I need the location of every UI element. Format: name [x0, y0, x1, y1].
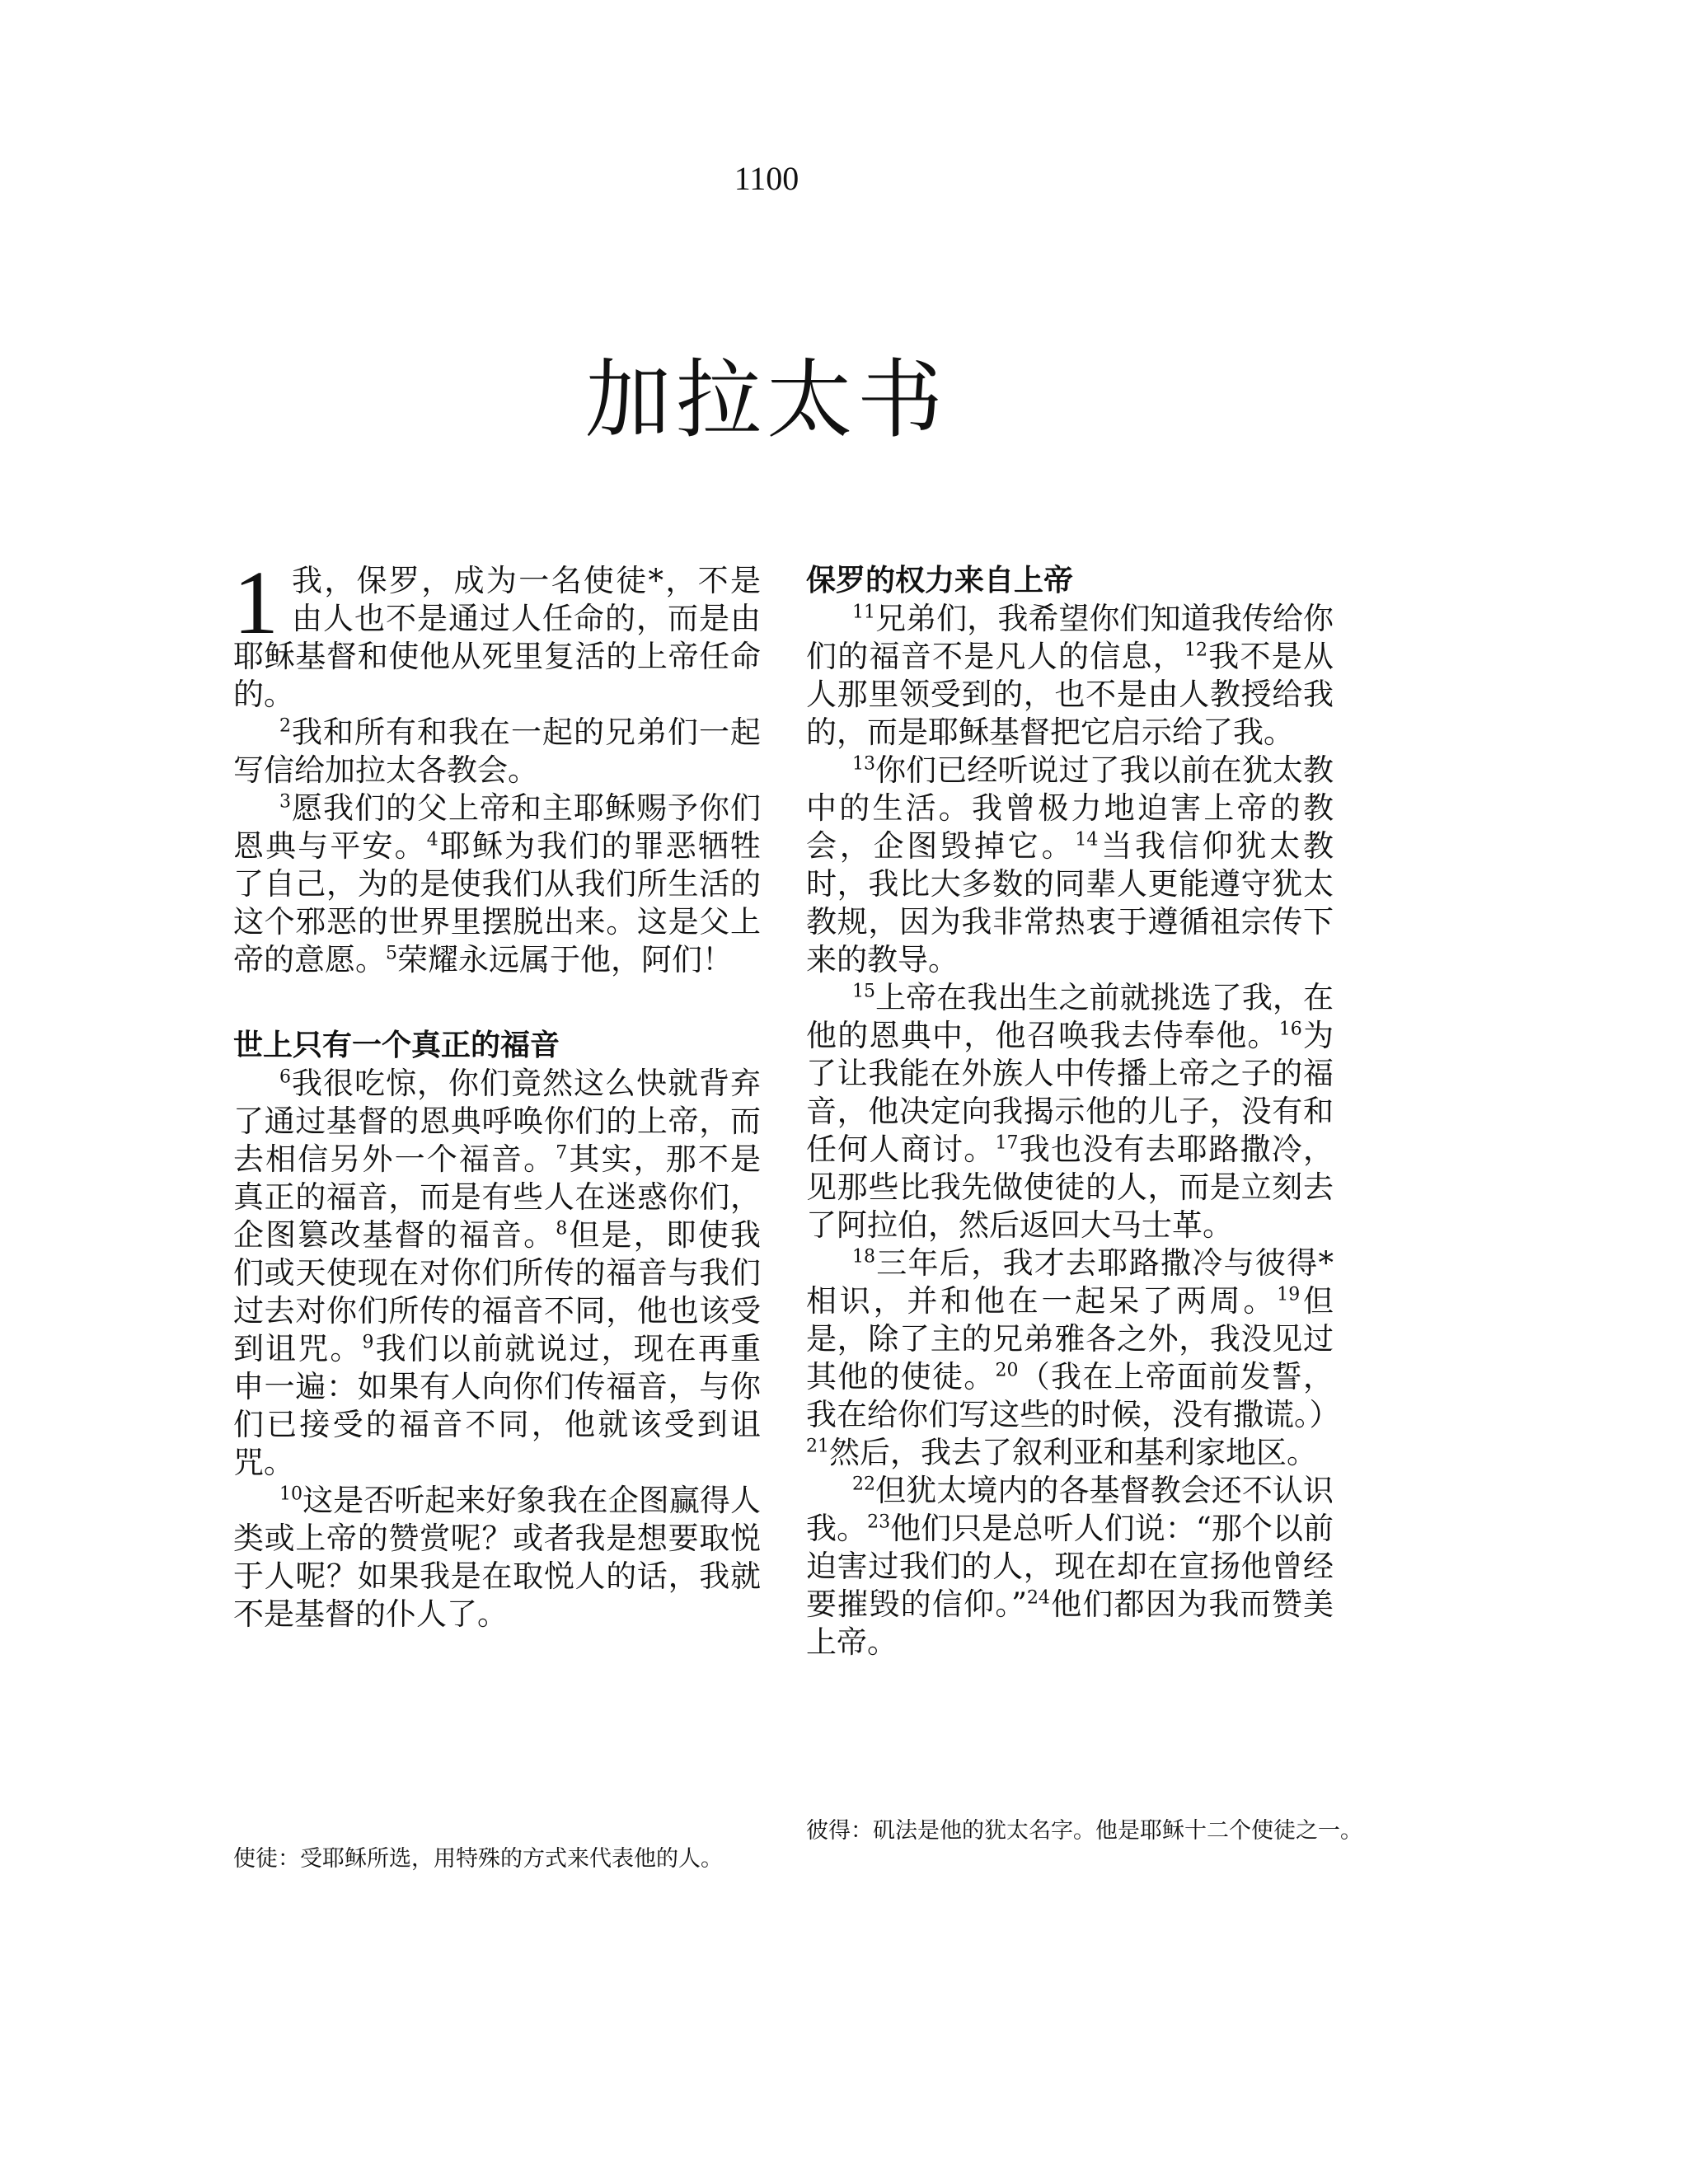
chapter-opening-paragraph [233, 552, 761, 714]
verse-number: 19 [1277, 1284, 1301, 1305]
verse-text: 我不是从人那里领受到的，也不是由人教授给我的，而是耶稣基督把它启示给了我。 [806, 639, 1334, 750]
verse-number: 10 [279, 1483, 302, 1505]
verse-text: 我也没有去耶路撒冷，见那些比我先做使徒的人，而是立刻去了阿拉伯，然后返回大马士革。 [806, 1132, 1334, 1243]
section-heading: 世上只有一个真正的福音 [233, 1029, 560, 1062]
verse-text: 愿我们的父上帝和主耶稣赐予你们恩典与平安。 [233, 790, 761, 864]
verse-number: 13 [852, 753, 875, 775]
verse-number: 11 [852, 602, 875, 623]
paragraph [233, 1482, 761, 1633]
verse-number: 21 [806, 1436, 829, 1457]
verse-text: 你们已经听说过了我以前在犹太教中的生活。我曾极力地迫害上帝的教会，企图毁掉它。 [806, 752, 1334, 864]
paragraph [806, 1244, 1340, 1472]
left-column [233, 552, 761, 1633]
paragraph [806, 979, 1334, 1244]
book-title: 加拉太书 [584, 349, 948, 450]
verse-text: 但是，除了主的兄弟雅各之外，我没见过其他的使徒。 [806, 1283, 1334, 1394]
verse-number: 5 [386, 943, 397, 964]
verse-text: 我很吃惊，你们竟然这么快就背弃了通过基督的恩典呼唤你们的上帝，而去相信另外一个福音。 [233, 1066, 761, 1177]
verse-number: 22 [852, 1474, 875, 1495]
verse-text: 我，保罗，成为一名使徒*，不是由人也不是通过人任命的，而是由耶稣基督和使他从死里复活的上帝任命的。 [233, 563, 761, 712]
paragraph [806, 752, 1334, 979]
verse-text: 荣耀永远属于他，阿们！ [397, 942, 733, 977]
verse-text: 但犹太境内的各基督教会还不认识我。 [806, 1473, 1334, 1546]
verse-text: 他们都因为我而赞美上帝。 [806, 1586, 1334, 1660]
right-column [806, 562, 1340, 1661]
verse-text: 耶稣为我们的罪恶牺牲了自己，为的是使我们从我们所生活的这个邪恶的世界里摆脱出来。这是父上帝的意愿。 [233, 828, 761, 977]
verse-number: 6 [279, 1066, 291, 1088]
verse-text: 他们只是总听人们说：“那个以前迫害过我们的人，现在却在宣扬他曾经要摧毁的信仰。” [806, 1511, 1334, 1622]
verse-text: 兄弟们，我希望你们知道我传给你们的福音不是凡人的信息， [806, 601, 1334, 674]
paragraph [233, 714, 761, 790]
verse-number: 4 [426, 829, 438, 851]
verse-text: 上帝在我出生之前就挑选了我，在他的恩典中，他召唤我去侍奉他。 [806, 980, 1334, 1053]
verse-text: （我在上帝面前发誓，我在给你们写这些的时候，没有撒谎。） [806, 1359, 1340, 1432]
chapter-number: 1 [233, 552, 279, 653]
verse-text: 三年后，我才去耶路撒冷与彼得*相识，并和他在一起呆了两周。 [806, 1245, 1334, 1319]
verse-number: 24 [1026, 1587, 1050, 1609]
verse-text: 但是，即使我们或天使现在对你们所传的福音与我们过去对你们所传的福音不同，他也该受到诅咒。 [233, 1217, 761, 1366]
footnote-peter: 彼得：矶法是他的犹太名字。他是耶稣十二个使徒之一。 [806, 1818, 1362, 1844]
page-number: 1100 [734, 160, 799, 197]
verse-number: 18 [852, 1246, 875, 1268]
verse-number: 3 [279, 791, 291, 813]
section-heading: 保罗的权力来自上帝 [806, 564, 1074, 598]
verse-number: 12 [1184, 640, 1207, 661]
verse-number: 9 [362, 1332, 374, 1353]
verse-text: 这是否听起来好象我在企图赢得人类或上帝的赞赏呢？或者我是想要取悦于人呢？如果我是在取悦人的话，我就不是基督的仆人了。 [233, 1483, 761, 1632]
verse-number: 2 [279, 715, 291, 737]
paragraph [233, 1065, 761, 1482]
paragraph [806, 600, 1334, 752]
verse-number: 7 [556, 1142, 568, 1164]
paragraph [806, 1472, 1334, 1661]
verse-number: 8 [556, 1218, 568, 1240]
verse-text: 其实，那不是真正的福音，而是有些人在迷惑你们，企图篡改基督的福音。 [233, 1141, 761, 1253]
verse-number: 16 [1278, 1019, 1302, 1040]
footnote-apostle: 使徒：受耶稣所选，用特殊的方式来代表他的人。 [233, 1846, 723, 1872]
verse-number: 14 [1075, 829, 1099, 851]
verse-number: 17 [995, 1132, 1019, 1154]
verse-text: 然后，我去了叙利亚和基利家地区。 [829, 1435, 1317, 1470]
verse-number: 20 [995, 1360, 1019, 1381]
verse-text: 我们以前就说过，现在再重申一遍：如果有人向你们传福音，与你们已接受的福音不同，他就该受到诅咒。 [233, 1331, 761, 1480]
verse-text: 我和所有和我在一起的兄弟们一起写信给加拉太各教会。 [233, 715, 761, 788]
verse-number: 23 [867, 1511, 891, 1533]
verse-text: 为了让我能在外族人中传播上帝之子的福音，他决定向我揭示他的儿子，没有和任何人商讨。 [806, 1018, 1334, 1167]
paragraph [233, 790, 761, 979]
verse-number: 15 [852, 981, 875, 1002]
verse-text: 当我信仰犹太教时，我比大多数的同辈人更能遵守犹太教规，因为我非常热衷于遵循祖宗传下来的教导。 [806, 828, 1334, 977]
